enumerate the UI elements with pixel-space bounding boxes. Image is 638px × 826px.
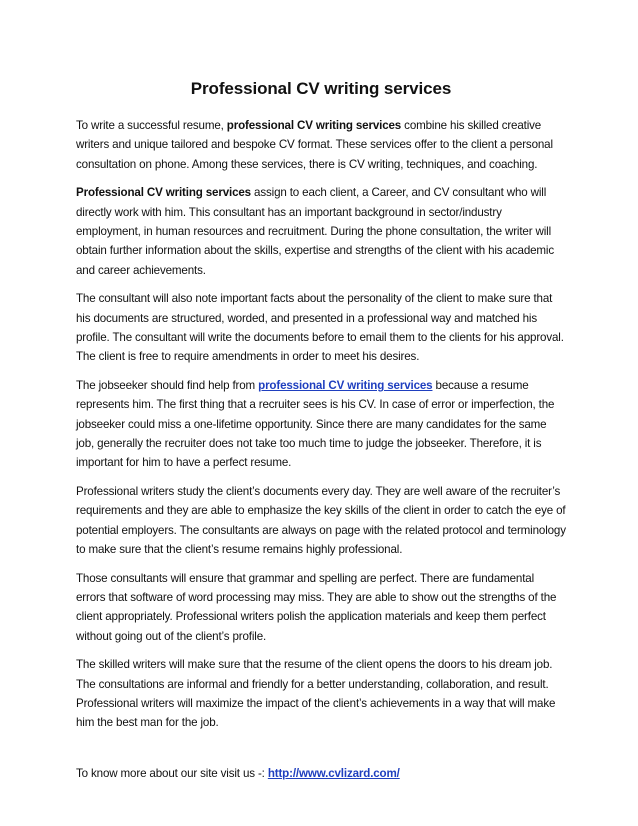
paragraph-text: The jobseeker should find help from [76,379,259,393]
paragraph-footer [76,764,566,783]
paragraph-personality: The consultant will also note important facts about the personality of the client to make sure that his documents are structured, worded, and presented in a professional way and matched his profile. The consultant will write the documents before to email them to the clients for his approval. The client is free to require amendments in order to meet his desires. [76,292,564,364]
paragraph-consultant [76,183,566,279]
paragraph-text: combine his skilled creative writers and unique tailored and bespoke CV format. These services offer to the client a personal consultation on phone. Among these services, there is CV writing, techniques, and coaching. [76,119,553,171]
paragraph-intro [76,116,566,174]
site-url-link[interactable]: http://www.cvlizard.com/ [267,767,400,781]
spacer [76,742,566,764]
paragraph-text: To write a successful resume, [76,119,227,132]
page-title: Professional CV writing services [190,79,452,98]
paragraph-text: assign to each client, a Career, and CV consultant who will directly work with him. This consultant has an important background in sector/industry employment, in human resources and recruitment. During the phone consultation, the writer will obtain further information about the skills, expertise and strengths of the client with his academic and career achievements. [76,186,554,277]
paragraph-grammar: Those consultants will ensure that grammar and spelling are perfect. There are fundamental errors that software of word processing may miss. They are able to show out the strengths of the client appropriately. Professional writers polish the application materials and keep them perfect without going out of the client’s profile. [76,571,557,643]
paragraph-text: because a resume represents him. The first thing that a recruiter sees is his CV. In case of error or imperfection, the jobseeker could miss a one-lifetime opportunity. Since there are many candidates for the same job, generally the recruiter does not take too much time to judge the jobseeker. Therefore, it is important for him to have a perfect resume. [76,379,555,470]
paragraph-writers-study: Professional writers study the client’s documents every day. They are well aware of the recruiter’s requirements and they are able to emphasize the key skills of the client in order to catch the eye of potential employers. The consultants are always on page with the related protocol and terminology to make sure that the client’s resume remains highly professional. [76,485,566,556]
bold-phrase: professional CV writing services [226,119,402,132]
paragraph-jobseeker [76,376,566,472]
bold-phrase: Professional CV writing services [76,186,251,200]
footer-text: To know more about our site visit us -: [76,767,268,781]
paragraph-dream-job: The skilled writers will make sure that the resume of the client opens the doors to his dream job. The consultations are informal and friendly for a better understanding, collaboration, and result. Professional writers will maximize the impact of the client’s achievements in a way that will make him the best man for the job. [76,658,556,730]
cv-writing-services-link[interactable]: professional CV writing services [258,379,433,393]
